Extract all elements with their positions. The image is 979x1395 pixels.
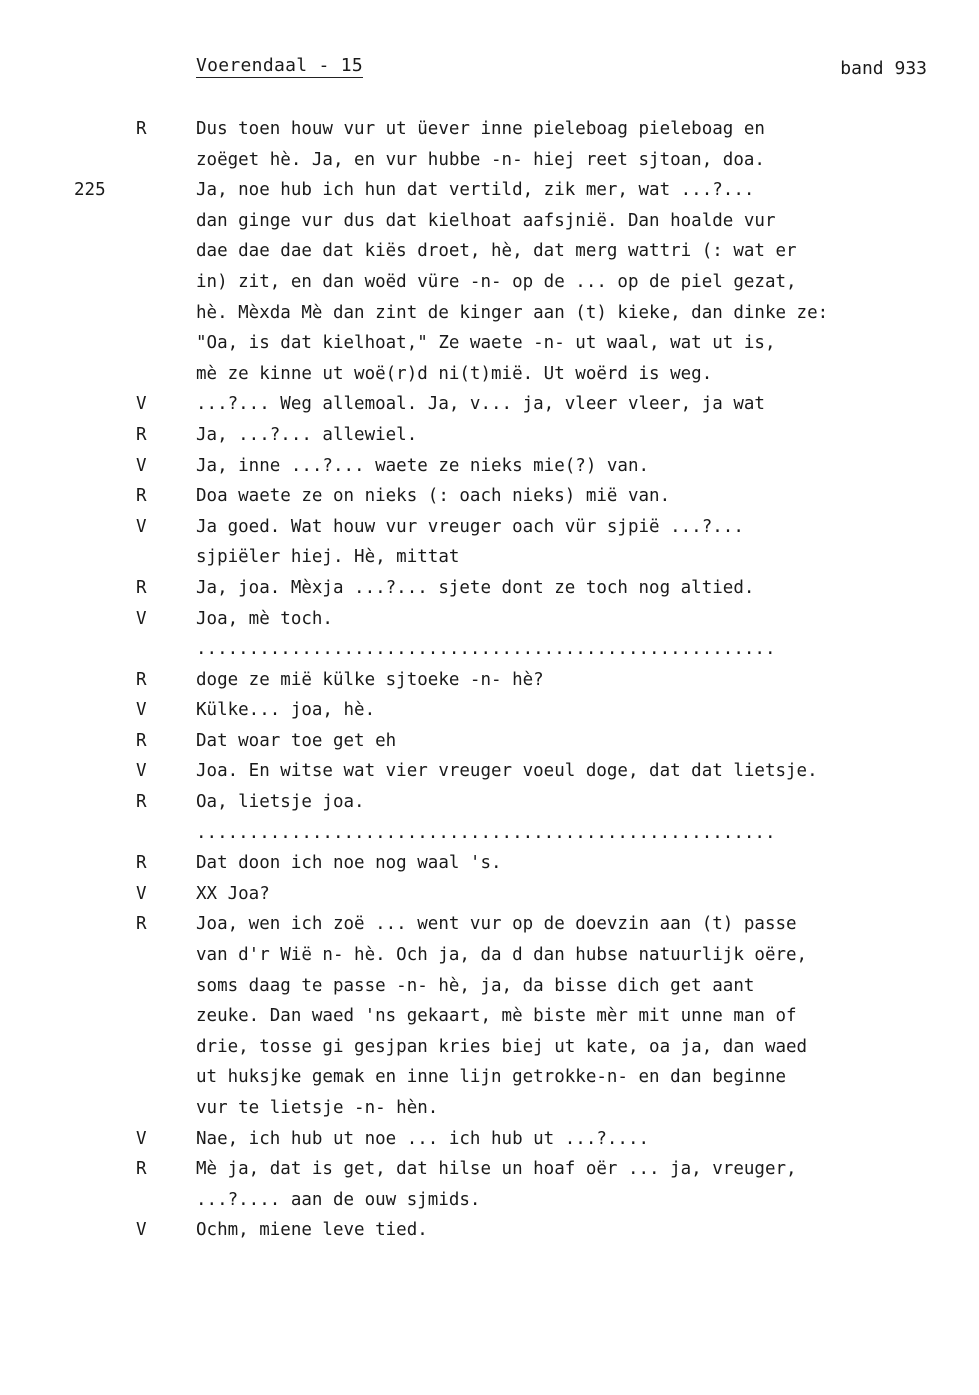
transcript-line: [0, 1185, 979, 1216]
line-text: Nae, ich hub ut noe ... ich hub ut ...?....: [196, 1128, 650, 1149]
line-text: ...?... Weg allemoal. Ja, v... ja, vleer vleer, ja wat: [196, 394, 765, 415]
line-text: Dat doon ich noe nog waal 's.: [196, 853, 502, 874]
line-text: Ja, inne ...?... waete ze nieks mie(?) van.: [196, 455, 650, 476]
transcript-line: [0, 1001, 979, 1032]
speaker-label: R: [136, 577, 147, 598]
line-text: drie, tosse gi gesjpan kries biej ut kate, oa ja, dan waed: [196, 1036, 808, 1057]
speaker-label: R: [136, 1159, 147, 1180]
transcript-line: [0, 236, 979, 267]
transcript-line: [0, 114, 979, 145]
transcript-line: [0, 1154, 979, 1185]
line-text: Ja, ...?... allewiel.: [196, 424, 418, 445]
line-text: soms daag te passe -n- hè, ja, da bisse dich get aant: [196, 975, 755, 996]
transcript-line: [0, 481, 979, 512]
speaker-label: R: [136, 792, 147, 813]
transcript-line: [0, 1032, 979, 1063]
line-text: Dus toen houw vur ut üever inne pieleboag pieleboag en: [196, 119, 765, 139]
line-text: dan ginge vur dus dat kielhoat aafsjnië. Dan hoalde vur: [196, 210, 776, 231]
transcript-line: [0, 726, 979, 757]
transcript-line: [0, 267, 979, 298]
speaker-label: R: [136, 853, 147, 874]
line-text: Ochm, miene leve tied.: [196, 1220, 428, 1241]
transcript-line: [0, 665, 979, 696]
line-text: "Oa, is dat kielhoat," Ze waete -n- ut waal, wat ut is,: [196, 333, 776, 354]
line-text: Joa, wen ich zoë ... went vur op de doevzin aan (t) passe: [196, 914, 797, 935]
transcript-line: [0, 512, 979, 543]
transcript-line: [0, 328, 979, 359]
line-text: vur te lietsje -n- hèn.: [196, 1098, 439, 1118]
transcript-line: [0, 634, 979, 665]
transcript-line: [0, 359, 979, 390]
transcript-line: [0, 298, 979, 329]
transcript-line: [0, 879, 979, 910]
transcript-body: [0, 114, 979, 1246]
line-text: .......................................................: [196, 639, 776, 660]
line-text: zeuke. Dan waed 'ns gekaart, mè biste mèr mit unne man of: [196, 1006, 797, 1027]
speaker-label: R: [136, 486, 147, 507]
line-text: hè. Mèxda Mè dan zint de kinger aan (t) kieke, dan dinke ze:: [196, 302, 829, 323]
line-text: in) zit, en dan woëd vüre -n- op de ... op de piel gezat,: [196, 271, 797, 292]
transcript-line: [0, 145, 979, 176]
line-text: doge ze mië külke sjtoeke -n- hè?: [196, 669, 544, 690]
line-number: 225: [74, 180, 106, 201]
transcript-line: [0, 451, 979, 482]
line-text: Joa, mè toch.: [196, 608, 333, 629]
transcript-line: [0, 848, 979, 879]
line-text: zoëget hè. Ja, en vur hubbe -n- hiej reet sjtoan, doa.: [196, 149, 765, 170]
transcript-line: [0, 573, 979, 604]
line-text: mè ze kinne ut woë(r)d ni(t)mië. Ut woërd is weg.: [196, 363, 713, 384]
transcript-line: [0, 971, 979, 1002]
line-text: .......................................................: [196, 822, 776, 843]
speaker-label: R: [136, 119, 147, 139]
speaker-label: R: [136, 730, 147, 751]
speaker-label: V: [136, 455, 147, 476]
transcript-line: [0, 818, 979, 849]
transcript-line: [0, 909, 979, 940]
transcript-line: [0, 1093, 979, 1124]
line-text: sjpiëler hiej. Hè, mittat: [196, 547, 460, 568]
line-text: Mè ja, dat is get, dat hilse un hoaf oër ... ja, vreuger,: [196, 1159, 797, 1180]
speaker-label: V: [136, 394, 147, 415]
transcript-line: [0, 175, 979, 206]
line-text: van d'r Wië n- hè. Och ja, da d dan hubse natuurlijk oëre,: [196, 945, 808, 966]
line-text: dae dae dae dat kiës droet, hè, dat merg wattri (: wat er: [196, 241, 797, 262]
line-text: Ja, noe hub ich hun dat vertild, zik mer, wat ...?...: [196, 180, 755, 201]
speaker-label: V: [136, 700, 147, 721]
transcript-line: [0, 420, 979, 451]
transcript-line: [0, 1215, 979, 1246]
transcript-line: [0, 756, 979, 787]
band-header: band 933: [840, 58, 927, 79]
speaker-label: V: [136, 883, 147, 904]
transcript-line: [0, 1124, 979, 1155]
transcript-line: [0, 1062, 979, 1093]
transcript-line: [0, 940, 979, 971]
line-text: Doa waete ze on nieks (: oach nieks) mië van.: [196, 486, 671, 507]
location-header: Voerendaal - 15: [196, 55, 364, 76]
speaker-label: V: [136, 516, 147, 537]
transcript-line: [0, 695, 979, 726]
speaker-label: V: [136, 1220, 147, 1241]
transcript-line: [0, 542, 979, 573]
speaker-label: R: [136, 914, 147, 935]
transcript-line: [0, 389, 979, 420]
line-text: Dat woar toe get eh: [196, 730, 397, 751]
speaker-label: R: [136, 669, 147, 690]
line-text: Külke... joa, hè.: [196, 700, 376, 721]
line-text: ...?.... aan de ouw sjmids.: [196, 1189, 481, 1210]
line-text: Oa, lietsje joa.: [196, 792, 365, 813]
line-text: Ja goed. Wat houw vur vreuger oach vür sjpië ...?...: [196, 516, 744, 537]
line-text: Ja, joa. Mèxja ...?... sjete dont ze toch nog altied.: [196, 577, 755, 598]
line-text: Joa. En witse wat vier vreuger voeul doge, dat dat lietsje.: [196, 761, 818, 782]
speaker-label: V: [136, 608, 147, 629]
speaker-label: V: [136, 761, 147, 782]
line-text: XX Joa?: [196, 883, 270, 904]
speaker-label: R: [136, 424, 147, 445]
transcript-line: [0, 604, 979, 635]
transcript-line: [0, 206, 979, 237]
speaker-label: V: [136, 1128, 147, 1149]
line-text: ut huksjke gemak en inne lijn getrokke-n- en dan beginne: [196, 1067, 787, 1088]
transcript-line: [0, 787, 979, 818]
